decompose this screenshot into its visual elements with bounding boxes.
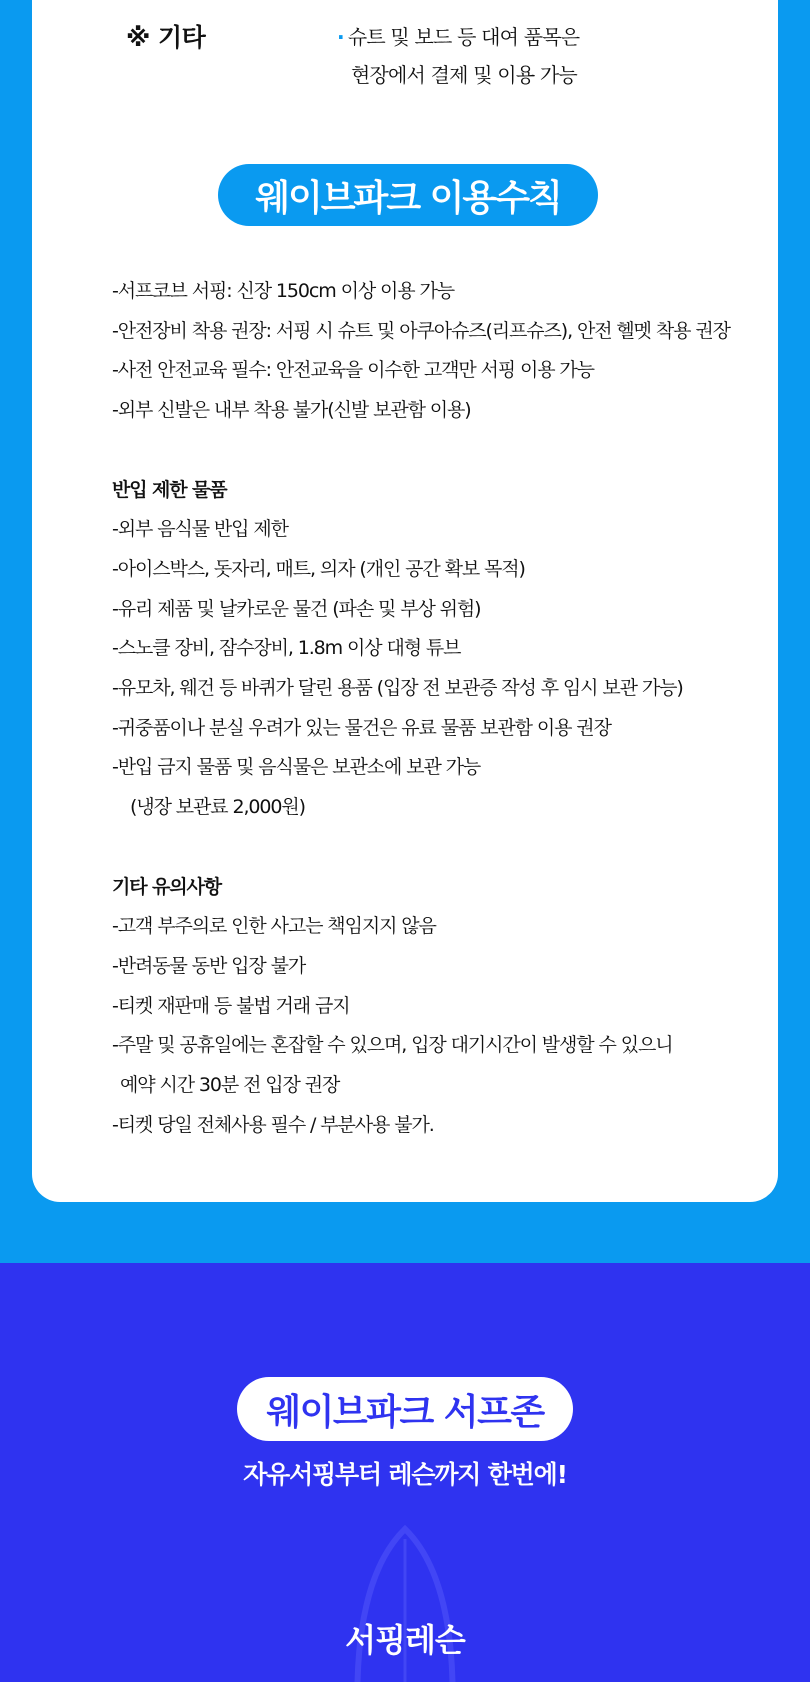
restricted-item: -유모차, 웨건 등 바퀴가 달린 용품 (입장 전 보관증 작성 후 임시 보관 가능) [112,677,683,700]
rule-line: -사전 안전교육 필수: 안전교육을 이수한 고객만 서핑 이용 가능 [112,359,594,382]
other-heading: 기타 유의사항 [112,875,222,898]
spacer [112,828,732,868]
surf-zone-title: 웨이브파크 서프존 [266,1391,544,1433]
restricted-item: -스노클 장비, 잠수장비, 1.8m 이상 대형 튜브 [112,637,461,660]
etc-title: ※ 기타 [126,23,206,52]
restricted-item: -외부 음식물 반입 제한 [112,518,288,541]
other-item: -고객 부주의로 인한 사고는 책임지지 않음 [112,915,436,938]
other-item: -주말 및 공휴일에는 혼잡할 수 있으며, 입장 대기시간이 발생할 수 있으니 [112,1034,673,1057]
etc-description [337,18,637,94]
restricted-item: -아이스박스, 돗자리, 매트, 의자 (개인 공간 확보 목적) [112,557,525,580]
rule-line: -서프코브 서핑: 신장 150cm 이상 이용 가능 [112,280,454,302]
rules-list [112,272,732,1145]
other-item: -티켓 당일 전체사용 필수 / 부분사용 불가. [112,1113,434,1136]
surf-zone-section [0,1263,810,1682]
surf-zone-title-pill [237,1377,573,1441]
rules-title-pill [218,164,598,226]
restricted-note: (냉장 보관료 2,000원) [130,796,305,819]
restricted-item: -유리 제품 및 날카로운 물건 (파손 및 부상 위험) [112,597,481,620]
restricted-heading: 반입 제한 물품 [112,478,227,501]
surf-zone-subtitle: 자유서핑부터 레슨까지 한번에! [243,1460,567,1489]
other-item-continued: 예약 시간 30분 전 입장 권장 [120,1074,340,1097]
rules-title: 웨이브파크 이용수칙 [255,177,561,219]
other-item: -티켓 재판매 등 불법 거래 금지 [112,994,350,1017]
spacer [112,431,732,471]
etc-line-1: 슈트 및 보드 등 대여 품목은 [347,25,580,49]
lesson-title: 서핑레슨 [345,1621,465,1659]
other-item: -반려동물 동반 입장 불가 [112,954,306,977]
etc-line-2: 현장에서 결제 및 이용 가능 [351,63,577,87]
rule-line: -외부 신발은 내부 착용 불가(신발 보관함 이용) [112,399,471,422]
bullet-icon: · [337,25,344,49]
restricted-item: -반입 금지 물품 및 음식물은 보관소에 보관 가능 [112,756,481,779]
rule-line: -안전장비 착용 권장: 서핑 시 슈트 및 아쿠아슈즈(리프슈즈), 안전 헬멧 착용 권장 [112,319,730,342]
restricted-item: -귀중품이나 분실 우려가 있는 물건은 유료 물품 보관함 이용 권장 [112,716,611,739]
